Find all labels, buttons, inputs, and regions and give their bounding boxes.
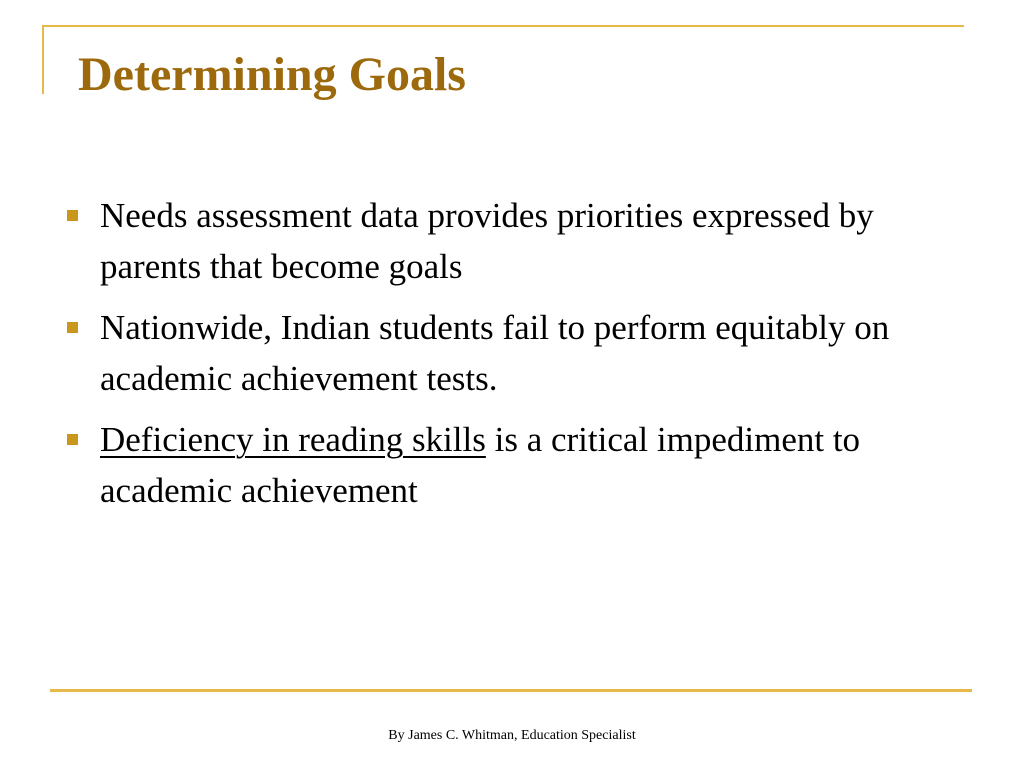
bullet-item bbox=[62, 414, 962, 516]
footer-rule bbox=[50, 689, 972, 692]
square-bullet-icon bbox=[67, 434, 78, 445]
bullet-text: is a critical impediment to academic achievement bbox=[100, 420, 861, 510]
bullet-text: Nationwide, Indian students fail to perform equitably on academic achievement tests. bbox=[100, 308, 890, 398]
bullet-text: Needs assessment data provides priorities expressed by parents that become goals bbox=[100, 196, 874, 286]
bullet-item bbox=[62, 190, 962, 292]
footer-credit: By James C. Whitman, Education Specialist bbox=[388, 728, 636, 743]
square-bullet-icon bbox=[67, 210, 78, 221]
square-bullet-icon bbox=[67, 322, 78, 333]
slide-title: Determining Goals bbox=[78, 48, 466, 101]
bullet-item bbox=[62, 302, 962, 404]
title-corner-horizontal-rule bbox=[42, 25, 964, 27]
bullet-emphasis-text: Deficiency in reading skills bbox=[100, 420, 486, 459]
title-corner-vertical-rule bbox=[42, 25, 44, 94]
bullet-list bbox=[62, 190, 962, 526]
footer bbox=[0, 727, 1024, 745]
